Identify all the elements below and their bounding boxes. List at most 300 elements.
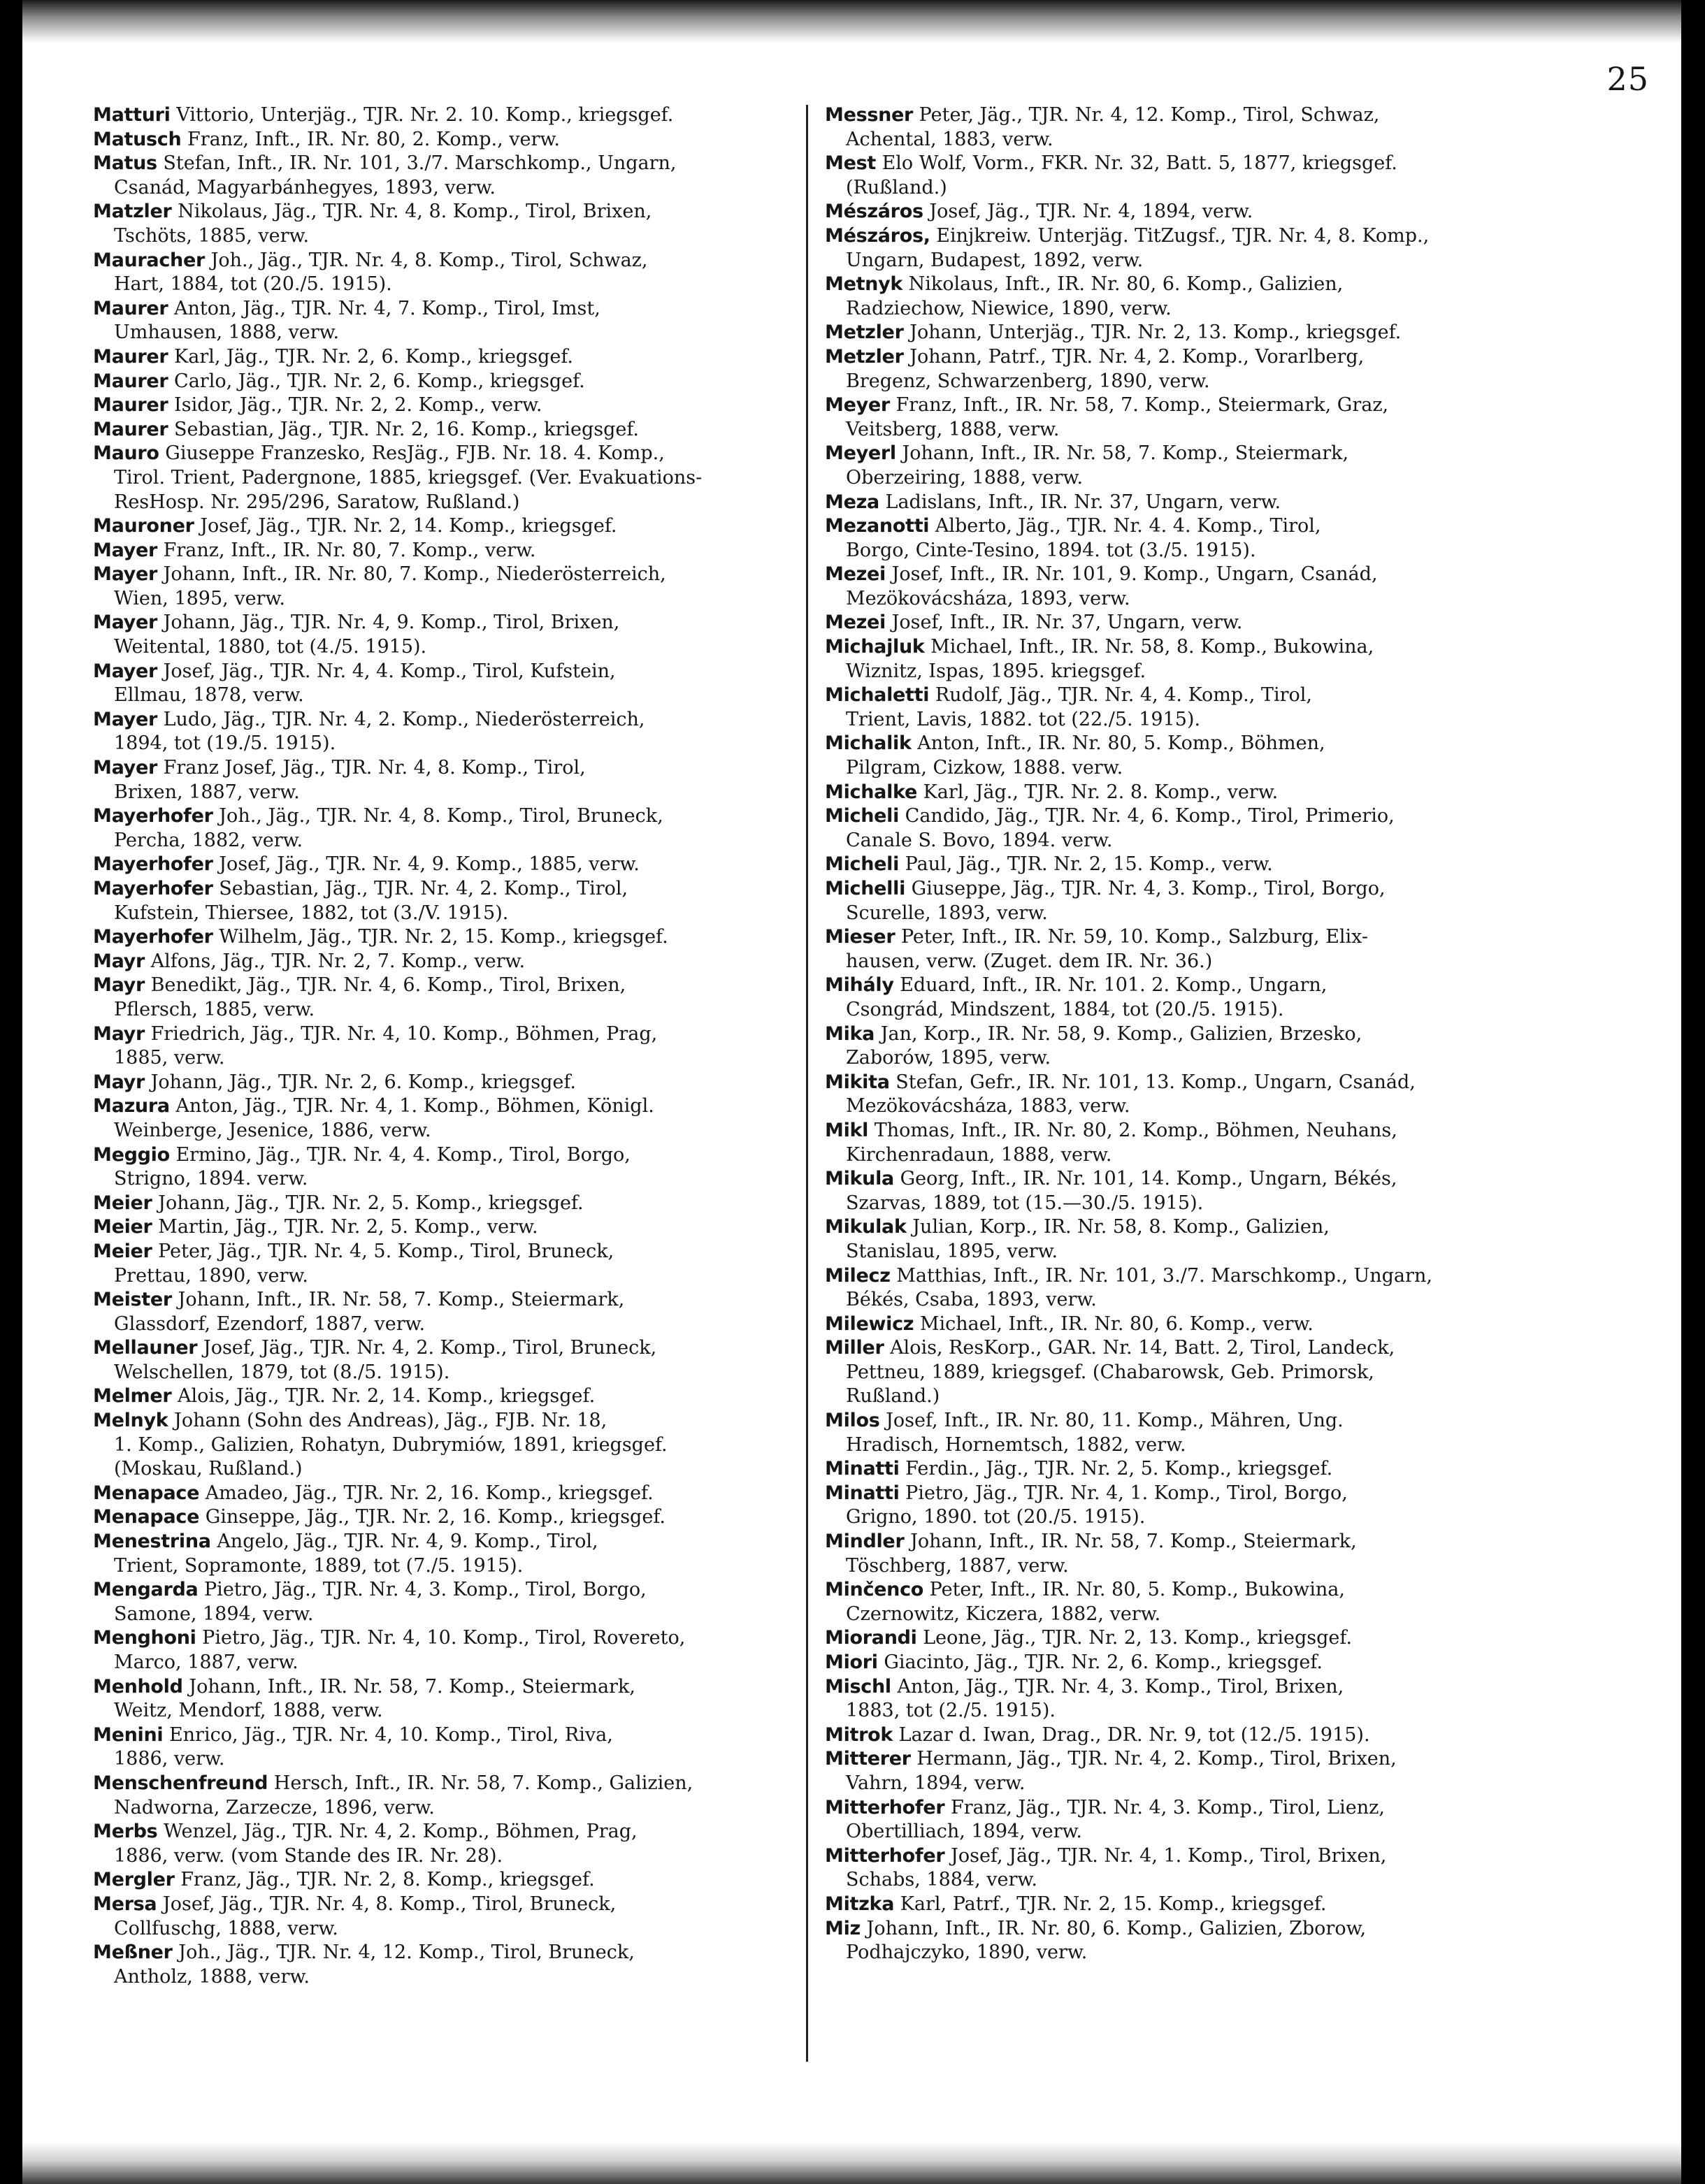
entry-surname: Maurer bbox=[93, 394, 168, 417]
list-item bbox=[93, 1772, 778, 1820]
entry-details: Ladislans, Inft., IR. Nr. 37, Ungarn, verw. bbox=[885, 491, 1281, 513]
entry-continuation: Achental, 1883, verw. bbox=[846, 128, 1053, 150]
entry-details: Jan, Korp., IR. Nr. 58, 9. Komp., Galizien, Brzesko, bbox=[880, 1022, 1362, 1045]
entry-surname: Melmer bbox=[93, 1385, 172, 1408]
entry-first-line bbox=[825, 1626, 1510, 1651]
list-item bbox=[825, 1747, 1510, 1795]
list-item bbox=[825, 732, 1510, 780]
list-item bbox=[93, 660, 778, 708]
entry-details: Isidor, Jäg., TJR. Nr. 2, 2. Komp., verw. bbox=[174, 394, 542, 417]
list-item bbox=[825, 781, 1510, 805]
entry-details: Anton, Jäg., TJR. Nr. 4, 3. Komp., Tirol, Brixen, bbox=[897, 1675, 1344, 1698]
entry-first-line bbox=[825, 345, 1510, 370]
entry-continuation: 1886, verw. (vom Stande des IR. Nr. 28). bbox=[114, 1844, 503, 1867]
entry-details: Johann, Inft., IR. Nr. 58, 7. Komp., Steiermark, bbox=[910, 1531, 1357, 1553]
entry-continuation: Ungarn, Budapest, 1892, verw. bbox=[846, 249, 1144, 271]
entry-details: Elo Wolf, Vorm., FKR. Nr. 32, Batt. 5, 1877, kriegsgef. bbox=[882, 152, 1397, 175]
entry-first-line bbox=[93, 708, 778, 732]
list-item bbox=[825, 804, 1510, 853]
entry-continuation: (Moskau, Rußland.) bbox=[114, 1458, 303, 1480]
entry-surname: Matturi bbox=[93, 104, 171, 126]
entry-details: Johann, Unterjäg., TJR. Nr. 2, 13. Komp., kriegsgef. bbox=[909, 321, 1402, 344]
list-item bbox=[825, 1071, 1510, 1119]
entry-continuation: Csongrád, Mindszent, 1884, tot (20./5. 1915). bbox=[846, 998, 1284, 1020]
entry-first-line bbox=[93, 297, 778, 321]
entry-continuation: hausen, verw. (Zuget. dem IR. Nr. 36.) bbox=[846, 950, 1213, 972]
entry-first-line bbox=[93, 1820, 778, 1844]
list-item bbox=[825, 442, 1510, 490]
entry-first-line bbox=[93, 1868, 778, 1893]
list-item bbox=[825, 1723, 1510, 1748]
entry-first-line bbox=[825, 1022, 1510, 1047]
entry-continuation: Collfuschg, 1888, verw. bbox=[114, 1917, 338, 1939]
list-item bbox=[825, 1457, 1510, 1482]
entry-first-line bbox=[93, 1723, 778, 1748]
entry-first-line bbox=[93, 1505, 778, 1530]
entry-details: Julian, Korp., IR. Nr. 58, 8. Komp., Galizien, bbox=[912, 1216, 1330, 1238]
list-item bbox=[825, 321, 1510, 345]
entry-details: Friedrich, Jäg., TJR. Nr. 4, 10. Komp., Böhmen, Prag, bbox=[150, 1022, 658, 1045]
entry-surname: Minatti bbox=[825, 1482, 900, 1504]
entry-details: Josef, Jäg., TJR. Nr. 2, 14. Komp., kriegsgef. bbox=[200, 515, 617, 537]
entry-surname: Menhold bbox=[93, 1675, 183, 1698]
entry-first-line bbox=[93, 1482, 778, 1506]
entry-surname: Mitrok bbox=[825, 1723, 893, 1746]
entry-surname: Meyerl bbox=[825, 442, 896, 465]
entry-surname: Mayerhofer bbox=[93, 878, 213, 899]
left-column bbox=[93, 103, 778, 1989]
entry-details: Martin, Jäg., TJR. Nr. 2, 5. Komp., verw. bbox=[158, 1216, 538, 1238]
entry-continuation: Hart, 1884, tot (20./5. 1915). bbox=[114, 273, 392, 296]
list-item bbox=[93, 1240, 778, 1288]
list-item bbox=[93, 393, 778, 418]
entry-surname: Mayr bbox=[93, 974, 145, 997]
entry-surname: Mayr bbox=[93, 1022, 145, 1045]
list-item bbox=[93, 1409, 778, 1457]
entry-details: Johann, Patrf., TJR. Nr. 4, 2. Komp., Vorarlberg, bbox=[909, 345, 1365, 368]
list-item bbox=[93, 1868, 778, 1893]
entry-surname: Merbs bbox=[93, 1821, 158, 1843]
scan-edge-bottom bbox=[0, 2142, 1705, 2184]
entry-first-line bbox=[93, 1215, 778, 1240]
entry-first-line bbox=[825, 804, 1510, 829]
entry-surname: Mayer bbox=[93, 539, 157, 561]
entry-first-line bbox=[825, 1071, 1510, 1095]
entry-first-line bbox=[825, 1312, 1510, 1337]
list-item bbox=[93, 853, 778, 877]
entry-continuation: Radziechow, Niewice, 1890, verw. bbox=[846, 297, 1172, 319]
entry-surname: Melnyk bbox=[93, 1410, 168, 1432]
entry-first-line bbox=[825, 732, 1510, 756]
entry-first-line bbox=[825, 1215, 1510, 1240]
entry-first-line bbox=[93, 1772, 778, 1796]
entry-details: Josef, Jäg., TJR. Nr. 4, 8. Komp., Tirol, Bruneck, bbox=[162, 1893, 617, 1915]
entry-continuation: Umhausen, 1888, verw. bbox=[114, 321, 340, 344]
list-item bbox=[93, 1530, 778, 1578]
entry-first-line bbox=[825, 224, 1510, 249]
list-item bbox=[825, 1626, 1510, 1651]
entry-details: Peter, Inft., IR. Nr. 59, 10. Komp., Salzburg, Elix- bbox=[900, 926, 1369, 948]
entry-surname: Milos bbox=[825, 1410, 880, 1432]
list-item bbox=[93, 1022, 778, 1071]
entry-details: Karl, Jäg., TJR. Nr. 2. 8. Komp., verw. bbox=[923, 781, 1279, 803]
list-item bbox=[825, 1022, 1510, 1071]
entry-surname: Mischl bbox=[825, 1675, 891, 1698]
entry-continuation: Wien, 1895, verw. bbox=[114, 587, 285, 609]
entry-details: Anton, Jäg., TJR. Nr. 4, 1. Komp., Böhmen, Königl. bbox=[175, 1095, 654, 1118]
entry-continuation: Scurelle, 1893, verw. bbox=[846, 902, 1048, 924]
entry-continuation: Samone, 1894, verw. bbox=[114, 1603, 314, 1625]
entry-surname: Matzler bbox=[93, 201, 172, 223]
entry-continuation: Kufstein, Thiersee, 1882, tot (3./V. 1915). bbox=[114, 902, 509, 924]
entry-first-line bbox=[825, 1457, 1510, 1482]
list-item bbox=[825, 1917, 1510, 1965]
entry-details: Josef, Jäg., TJR. Nr. 4, 4. Komp., Tirol, Kufstein, bbox=[163, 660, 616, 682]
entry-details: Josef, Jäg., TJR. Nr. 4, 1894, verw. bbox=[929, 201, 1253, 223]
entry-first-line bbox=[93, 1941, 778, 1965]
entry-surname: Mauracher bbox=[93, 249, 205, 271]
list-item bbox=[93, 345, 778, 370]
entry-details: Sebastian, Jäg., TJR. Nr. 4, 2. Komp., Tirol, bbox=[219, 878, 628, 899]
entry-continuation: Bregenz, Schwarzenberg, 1890, verw. bbox=[846, 370, 1210, 392]
entry-first-line bbox=[825, 1844, 1510, 1869]
scan-edge-left bbox=[0, 0, 22, 2184]
entry-details: Georg, Inft., IR. Nr. 101, 14. Komp., Ungarn, Békés, bbox=[900, 1168, 1397, 1190]
entry-surname: Mayerhofer bbox=[93, 853, 213, 876]
entry-surname: Metnyk bbox=[825, 273, 903, 296]
entry-first-line bbox=[93, 1409, 778, 1433]
entry-surname: Mayr bbox=[93, 1071, 145, 1093]
entry-first-line bbox=[825, 200, 1510, 224]
entry-continuation: 1. Komp., Galizien, Rohatyn, Dubrymiów, 1891, kriegsgef. bbox=[114, 1433, 668, 1456]
entry-surname: Mikula bbox=[825, 1168, 894, 1190]
entry-details: Josef, Jäg., TJR. Nr. 4, 9. Komp., 1885, verw. bbox=[219, 853, 640, 876]
entry-first-line bbox=[825, 1482, 1510, 1506]
entry-continuation: ResHosp. Nr. 295/296, Saratow, Rußland.) bbox=[114, 491, 520, 513]
list-item bbox=[825, 974, 1510, 1022]
list-item bbox=[93, 297, 778, 345]
entry-first-line bbox=[93, 950, 778, 974]
list-item bbox=[825, 1384, 1510, 1409]
entry-surname: Menschenfreund bbox=[93, 1772, 268, 1794]
entry-surname: Meister bbox=[93, 1289, 172, 1311]
entry-first-line bbox=[93, 393, 778, 418]
entry-continuation: Weitental, 1880, tot (4./5. 1915). bbox=[114, 636, 427, 658]
entry-first-line bbox=[825, 1336, 1510, 1361]
entry-continuation: Weitz, Mendorf, 1888, verw. bbox=[114, 1700, 383, 1722]
entry-first-line bbox=[825, 393, 1510, 418]
entry-details: Giuseppe, Jäg., TJR. Nr. 4, 3. Komp., Tirol, Borgo, bbox=[911, 878, 1386, 899]
entry-surname: Metzler bbox=[825, 321, 904, 344]
list-item bbox=[93, 514, 778, 539]
scan-edge-top bbox=[0, 0, 1705, 43]
scan-edge-right bbox=[1681, 0, 1705, 2184]
entry-details: Nikolaus, Inft., IR. Nr. 80, 6. Komp., Galizien, bbox=[908, 273, 1344, 296]
entry-details: Stefan, Gefr., IR. Nr. 101, 13. Komp., Ungarn, Csanád, bbox=[895, 1071, 1416, 1093]
list-item bbox=[93, 1071, 778, 1095]
entry-details: Hermann, Jäg., TJR. Nr. 4, 2. Komp., Tirol, Brixen, bbox=[916, 1748, 1397, 1770]
entry-continuation: Brixen, 1887, verw. bbox=[114, 781, 300, 803]
entry-first-line bbox=[825, 103, 1510, 128]
entry-first-line bbox=[825, 442, 1510, 466]
list-item bbox=[825, 635, 1510, 684]
list-item bbox=[825, 1409, 1510, 1457]
list-item bbox=[93, 611, 778, 659]
entry-first-line bbox=[93, 370, 778, 394]
entry-surname: Mazura bbox=[93, 1095, 170, 1118]
entry-first-line bbox=[93, 877, 778, 902]
list-item bbox=[93, 152, 778, 200]
entry-surname: Milewicz bbox=[825, 1312, 914, 1335]
list-item bbox=[93, 1820, 778, 1868]
entry-first-line bbox=[825, 514, 1510, 539]
entry-details: Peter, Jäg., TJR. Nr. 4, 5. Komp., Tirol, Bruneck, bbox=[158, 1240, 614, 1262]
entry-surname: Mieser bbox=[825, 926, 895, 948]
entry-surname: Mindler bbox=[825, 1531, 905, 1553]
entry-details: Stefan, Inft., IR. Nr. 101, 3./7. Marschkomp., Ungarn, bbox=[163, 152, 677, 175]
entry-first-line bbox=[93, 660, 778, 684]
entry-surname: Mitterer bbox=[825, 1748, 911, 1770]
entry-surname: Michajluk bbox=[825, 636, 925, 658]
entry-continuation: Pflersch, 1885, verw. bbox=[114, 998, 315, 1020]
entry-continuation: Szarvas, 1889, tot (15.—30./5. 1915). bbox=[846, 1192, 1204, 1214]
entry-details: Josef, Jäg., TJR. Nr. 4, 2. Komp., Tirol, Bruneck, bbox=[203, 1337, 657, 1359]
list-item bbox=[93, 1457, 778, 1482]
entry-first-line bbox=[93, 1336, 778, 1361]
list-item bbox=[825, 103, 1510, 152]
list-item bbox=[93, 1505, 778, 1530]
entry-first-line bbox=[93, 1143, 778, 1168]
list-item bbox=[825, 1844, 1510, 1893]
entry-surname: Mauro bbox=[93, 442, 159, 465]
list-item bbox=[93, 1215, 778, 1240]
entry-details: Joh., Jäg., TJR. Nr. 4, 8. Komp., Tirol, Schwaz, bbox=[210, 249, 648, 271]
entry-first-line bbox=[93, 1022, 778, 1047]
entry-first-line bbox=[93, 756, 778, 781]
entry-details: Ermino, Jäg., TJR. Nr. 4, 4. Komp., Tirol, Borgo, bbox=[175, 1143, 631, 1166]
list-item bbox=[93, 877, 778, 925]
entry-details: Einjkreiw. Unterjäg. TitZugsf., TJR. Nr. 4, 8. Komp., bbox=[936, 224, 1430, 247]
entry-details: Anton, Inft., IR. Nr. 80, 5. Komp., Böhmen, bbox=[917, 732, 1325, 755]
entry-first-line bbox=[825, 1893, 1510, 1917]
list-item bbox=[93, 442, 778, 490]
list-item bbox=[93, 1675, 778, 1723]
entry-continuation: Stanislau, 1895, verw. bbox=[846, 1240, 1058, 1262]
entry-details: Angelo, Jäg., TJR. Nr. 4, 9. Komp., Tirol, bbox=[217, 1531, 598, 1553]
entry-details: Alberto, Jäg., TJR. Nr. 4. 4. Komp., Tirol, bbox=[935, 515, 1321, 537]
entry-continuation: 1894, tot (19./5. 1915). bbox=[114, 732, 336, 755]
entry-details: Franz, Inft., IR. Nr. 80, 7. Komp., verw. bbox=[163, 539, 536, 561]
list-item bbox=[93, 418, 778, 442]
entry-first-line bbox=[93, 1626, 778, 1651]
entry-first-line bbox=[93, 249, 778, 273]
entry-details: Joh., Jäg., TJR. Nr. 4, 12. Komp., Tirol, Bruneck, bbox=[178, 1941, 635, 1964]
entry-first-line bbox=[93, 804, 778, 829]
entry-surname: Menini bbox=[93, 1723, 164, 1746]
entry-details: Carlo, Jäg., TJR. Nr. 2, 6. Komp., kriegsgef. bbox=[174, 370, 585, 392]
entry-surname: Minatti bbox=[825, 1458, 900, 1480]
entry-first-line bbox=[93, 1240, 778, 1264]
entry-first-line bbox=[93, 103, 778, 128]
list-item bbox=[93, 1626, 778, 1675]
page-number: 25 bbox=[1606, 60, 1649, 98]
entry-surname: Milecz bbox=[825, 1264, 891, 1287]
entry-details: Franz, Inft., IR. Nr. 58, 7. Komp., Steiermark, Graz, bbox=[895, 394, 1389, 417]
entry-details: Johann, Inft., IR. Nr. 58, 7. Komp., Steiermark, bbox=[902, 442, 1349, 465]
list-item bbox=[93, 1893, 778, 1941]
list-item bbox=[825, 1264, 1510, 1312]
entry-details: Benedikt, Jäg., TJR. Nr. 4, 6. Komp., Tirol, Brixen, bbox=[150, 974, 626, 997]
list-item bbox=[93, 103, 778, 128]
entry-details: Vittorio, Unterjäg., TJR. Nr. 2. 10. Komp., kriegsgef. bbox=[176, 104, 674, 126]
entry-surname: Mikulak bbox=[825, 1216, 907, 1238]
entry-details: Pietro, Jäg., TJR. Nr. 4, 3. Komp., Tirol, Borgo, bbox=[204, 1579, 647, 1601]
entry-continuation: 1883, tot (2./5. 1915). bbox=[846, 1700, 1056, 1722]
entry-first-line bbox=[825, 781, 1510, 805]
entry-continuation: Tschöts, 1885, verw. bbox=[114, 224, 310, 247]
list-item bbox=[93, 491, 778, 515]
entry-continuation: Obertilliach, 1894, verw. bbox=[846, 1821, 1082, 1843]
entry-first-line bbox=[825, 491, 1510, 515]
entry-surname: Messner bbox=[825, 104, 914, 126]
entry-surname: Meßner bbox=[93, 1941, 173, 1964]
list-item bbox=[825, 1530, 1510, 1578]
entry-surname: Mersa bbox=[93, 1893, 157, 1915]
entry-surname: Maurer bbox=[93, 418, 168, 440]
entry-details: Josef, Jäg., TJR. Nr. 4, 1. Komp., Tirol, Brixen, bbox=[951, 1844, 1387, 1867]
entry-surname: Menghoni bbox=[93, 1627, 196, 1649]
list-item bbox=[825, 1336, 1510, 1384]
entry-details: Josef, Inft., IR. Nr. 37, Ungarn, verw. bbox=[891, 612, 1243, 634]
entry-continuation: Töschberg, 1887, verw. bbox=[846, 1554, 1069, 1577]
entry-first-line bbox=[93, 1578, 778, 1603]
entry-details: Johann, Jäg., TJR. Nr. 2, 5. Komp., kriegsgef. bbox=[158, 1192, 584, 1214]
entry-first-line bbox=[93, 200, 778, 224]
entry-details: Josef, Inft., IR. Nr. 101, 9. Komp., Ungarn, Csanád, bbox=[891, 563, 1378, 586]
entry-continuation: Mezökovácsháza, 1893, verw. bbox=[846, 587, 1130, 609]
list-item bbox=[825, 1651, 1510, 1675]
list-item bbox=[93, 1578, 778, 1626]
list-item bbox=[93, 1336, 778, 1384]
entry-surname: Mikita bbox=[825, 1071, 890, 1093]
entry-surname: Meyer bbox=[825, 394, 890, 417]
entry-surname: Miori bbox=[825, 1651, 878, 1673]
entry-continuation: Welschellen, 1879, tot (8./5. 1915). bbox=[114, 1361, 450, 1383]
entry-continuation: 1886, verw. bbox=[114, 1748, 225, 1770]
list-item bbox=[825, 345, 1510, 393]
entry-first-line bbox=[825, 321, 1510, 345]
entry-continuation: Mezökovácsháza, 1883, verw. bbox=[846, 1095, 1130, 1118]
entry-surname: Mayer bbox=[93, 563, 157, 586]
entry-surname: Matus bbox=[93, 152, 157, 175]
entry-continuation: Zaborów, 1895, verw. bbox=[846, 1047, 1051, 1069]
list-item bbox=[93, 708, 778, 756]
list-item bbox=[93, 563, 778, 611]
entry-first-line bbox=[825, 635, 1510, 660]
entry-continuation: Schabs, 1884, verw. bbox=[846, 1869, 1037, 1891]
entry-first-line bbox=[93, 128, 778, 152]
list-item bbox=[93, 1723, 778, 1772]
entry-surname: Metzler bbox=[825, 345, 904, 368]
entry-surname: Mest bbox=[825, 152, 876, 175]
entry-surname: Micheli bbox=[825, 853, 900, 876]
entry-surname: Mengarda bbox=[93, 1579, 199, 1601]
entry-details: Johann, Inft., IR. Nr. 80, 7. Komp., Niederösterreich, bbox=[163, 563, 666, 586]
entry-details: Franz Josef, Jäg., TJR. Nr. 4, 8. Komp., Tirol, bbox=[163, 757, 586, 779]
entry-details: Karl, Jäg., TJR. Nr. 2, 6. Komp., kriegsgef. bbox=[174, 345, 573, 368]
entry-continuation: Wiznitz, Ispas, 1895. kriegsgef. bbox=[846, 660, 1146, 682]
list-item bbox=[825, 514, 1510, 563]
entry-continuation: Ellmau, 1878, verw. bbox=[114, 684, 304, 707]
list-item bbox=[93, 925, 778, 950]
entry-surname: Meza bbox=[825, 491, 879, 513]
entry-surname: Michaletti bbox=[825, 684, 930, 707]
entry-surname: Mauroner bbox=[93, 515, 194, 537]
entry-surname: Mészáros bbox=[825, 201, 923, 223]
list-item bbox=[825, 1796, 1510, 1844]
entry-details: Johann, Jäg., TJR. Nr. 2, 6. Komp., kriegsgef. bbox=[150, 1071, 577, 1093]
entry-first-line bbox=[93, 563, 778, 587]
list-item bbox=[93, 1384, 778, 1409]
entry-details: Nikolaus, Jäg., TJR. Nr. 4, 8. Komp., Tirol, Brixen, bbox=[178, 201, 652, 223]
entry-surname: Mika bbox=[825, 1022, 875, 1045]
entry-surname: Maurer bbox=[93, 345, 168, 368]
entry-details: Amadeo, Jäg., TJR. Nr. 2, 16. Komp., kriegsgef. bbox=[205, 1482, 654, 1504]
entry-details: Giuseppe Franzesko, ResJäg., FJB. Nr. 18. 4. Komp., bbox=[165, 442, 665, 465]
entry-details: Wenzel, Jäg., TJR. Nr. 4, 2. Komp., Böhmen, Prag, bbox=[164, 1821, 638, 1843]
list-item bbox=[93, 950, 778, 974]
list-item bbox=[93, 974, 778, 1022]
entry-surname: Michelli bbox=[825, 878, 906, 899]
list-item bbox=[825, 1578, 1510, 1626]
entry-first-line bbox=[93, 974, 778, 998]
entry-details: Giacinto, Jäg., TJR. Nr. 2, 6. Komp., kriegsgef. bbox=[884, 1651, 1323, 1673]
entry-details: Ginseppe, Jäg., TJR. Nr. 2, 16. Komp., kriegsgef. bbox=[205, 1506, 666, 1528]
list-item bbox=[825, 1119, 1510, 1167]
entry-continuation: Weinberge, Jesenice, 1886, verw. bbox=[114, 1119, 431, 1141]
entry-surname: Menapace bbox=[93, 1482, 200, 1504]
entry-surname: Meier bbox=[93, 1192, 152, 1214]
entry-first-line bbox=[825, 1167, 1510, 1192]
entry-first-line bbox=[93, 1094, 778, 1119]
entry-details: Candido, Jäg., TJR. Nr. 4, 6. Komp., Tirol, Primerio, bbox=[905, 805, 1395, 827]
entry-first-line bbox=[93, 1071, 778, 1095]
list-item bbox=[825, 152, 1510, 200]
entry-details: Michael, Inft., IR. Nr. 80, 6. Komp., verw. bbox=[919, 1312, 1314, 1335]
list-item bbox=[93, 1482, 778, 1506]
entry-details: Matthias, Inft., IR. Nr. 101, 3./7. Marschkomp., Ungarn, bbox=[896, 1264, 1432, 1287]
entry-surname: Mellauner bbox=[93, 1337, 198, 1359]
entry-first-line bbox=[825, 1651, 1510, 1675]
entry-first-line bbox=[93, 1192, 778, 1216]
entry-details: Johann, Inft., IR. Nr. 58, 7. Komp., Steiermark, bbox=[189, 1675, 635, 1698]
list-item bbox=[825, 200, 1510, 224]
list-item bbox=[93, 539, 778, 563]
entry-details: Peter, Inft., IR. Nr. 80, 5. Komp., Bukowina, bbox=[929, 1579, 1345, 1601]
entry-surname: Mayr bbox=[93, 950, 145, 972]
entry-continuation: Oberzeiring, 1888, verw. bbox=[846, 466, 1084, 489]
entry-surname: Micheli bbox=[825, 805, 900, 827]
entry-details: Sebastian, Jäg., TJR. Nr. 2, 16. Komp., kriegsgef. bbox=[174, 418, 640, 440]
entry-first-line bbox=[825, 1264, 1510, 1289]
list-item bbox=[825, 1893, 1510, 1917]
entry-first-line bbox=[93, 1893, 778, 1917]
entry-surname: Mitterhofer bbox=[825, 1796, 945, 1818]
list-item bbox=[93, 1143, 778, 1192]
entry-continuation: Hradisch, Hornemtsch, 1882, verw. bbox=[846, 1433, 1186, 1456]
list-item bbox=[825, 877, 1510, 925]
entry-first-line bbox=[825, 974, 1510, 998]
